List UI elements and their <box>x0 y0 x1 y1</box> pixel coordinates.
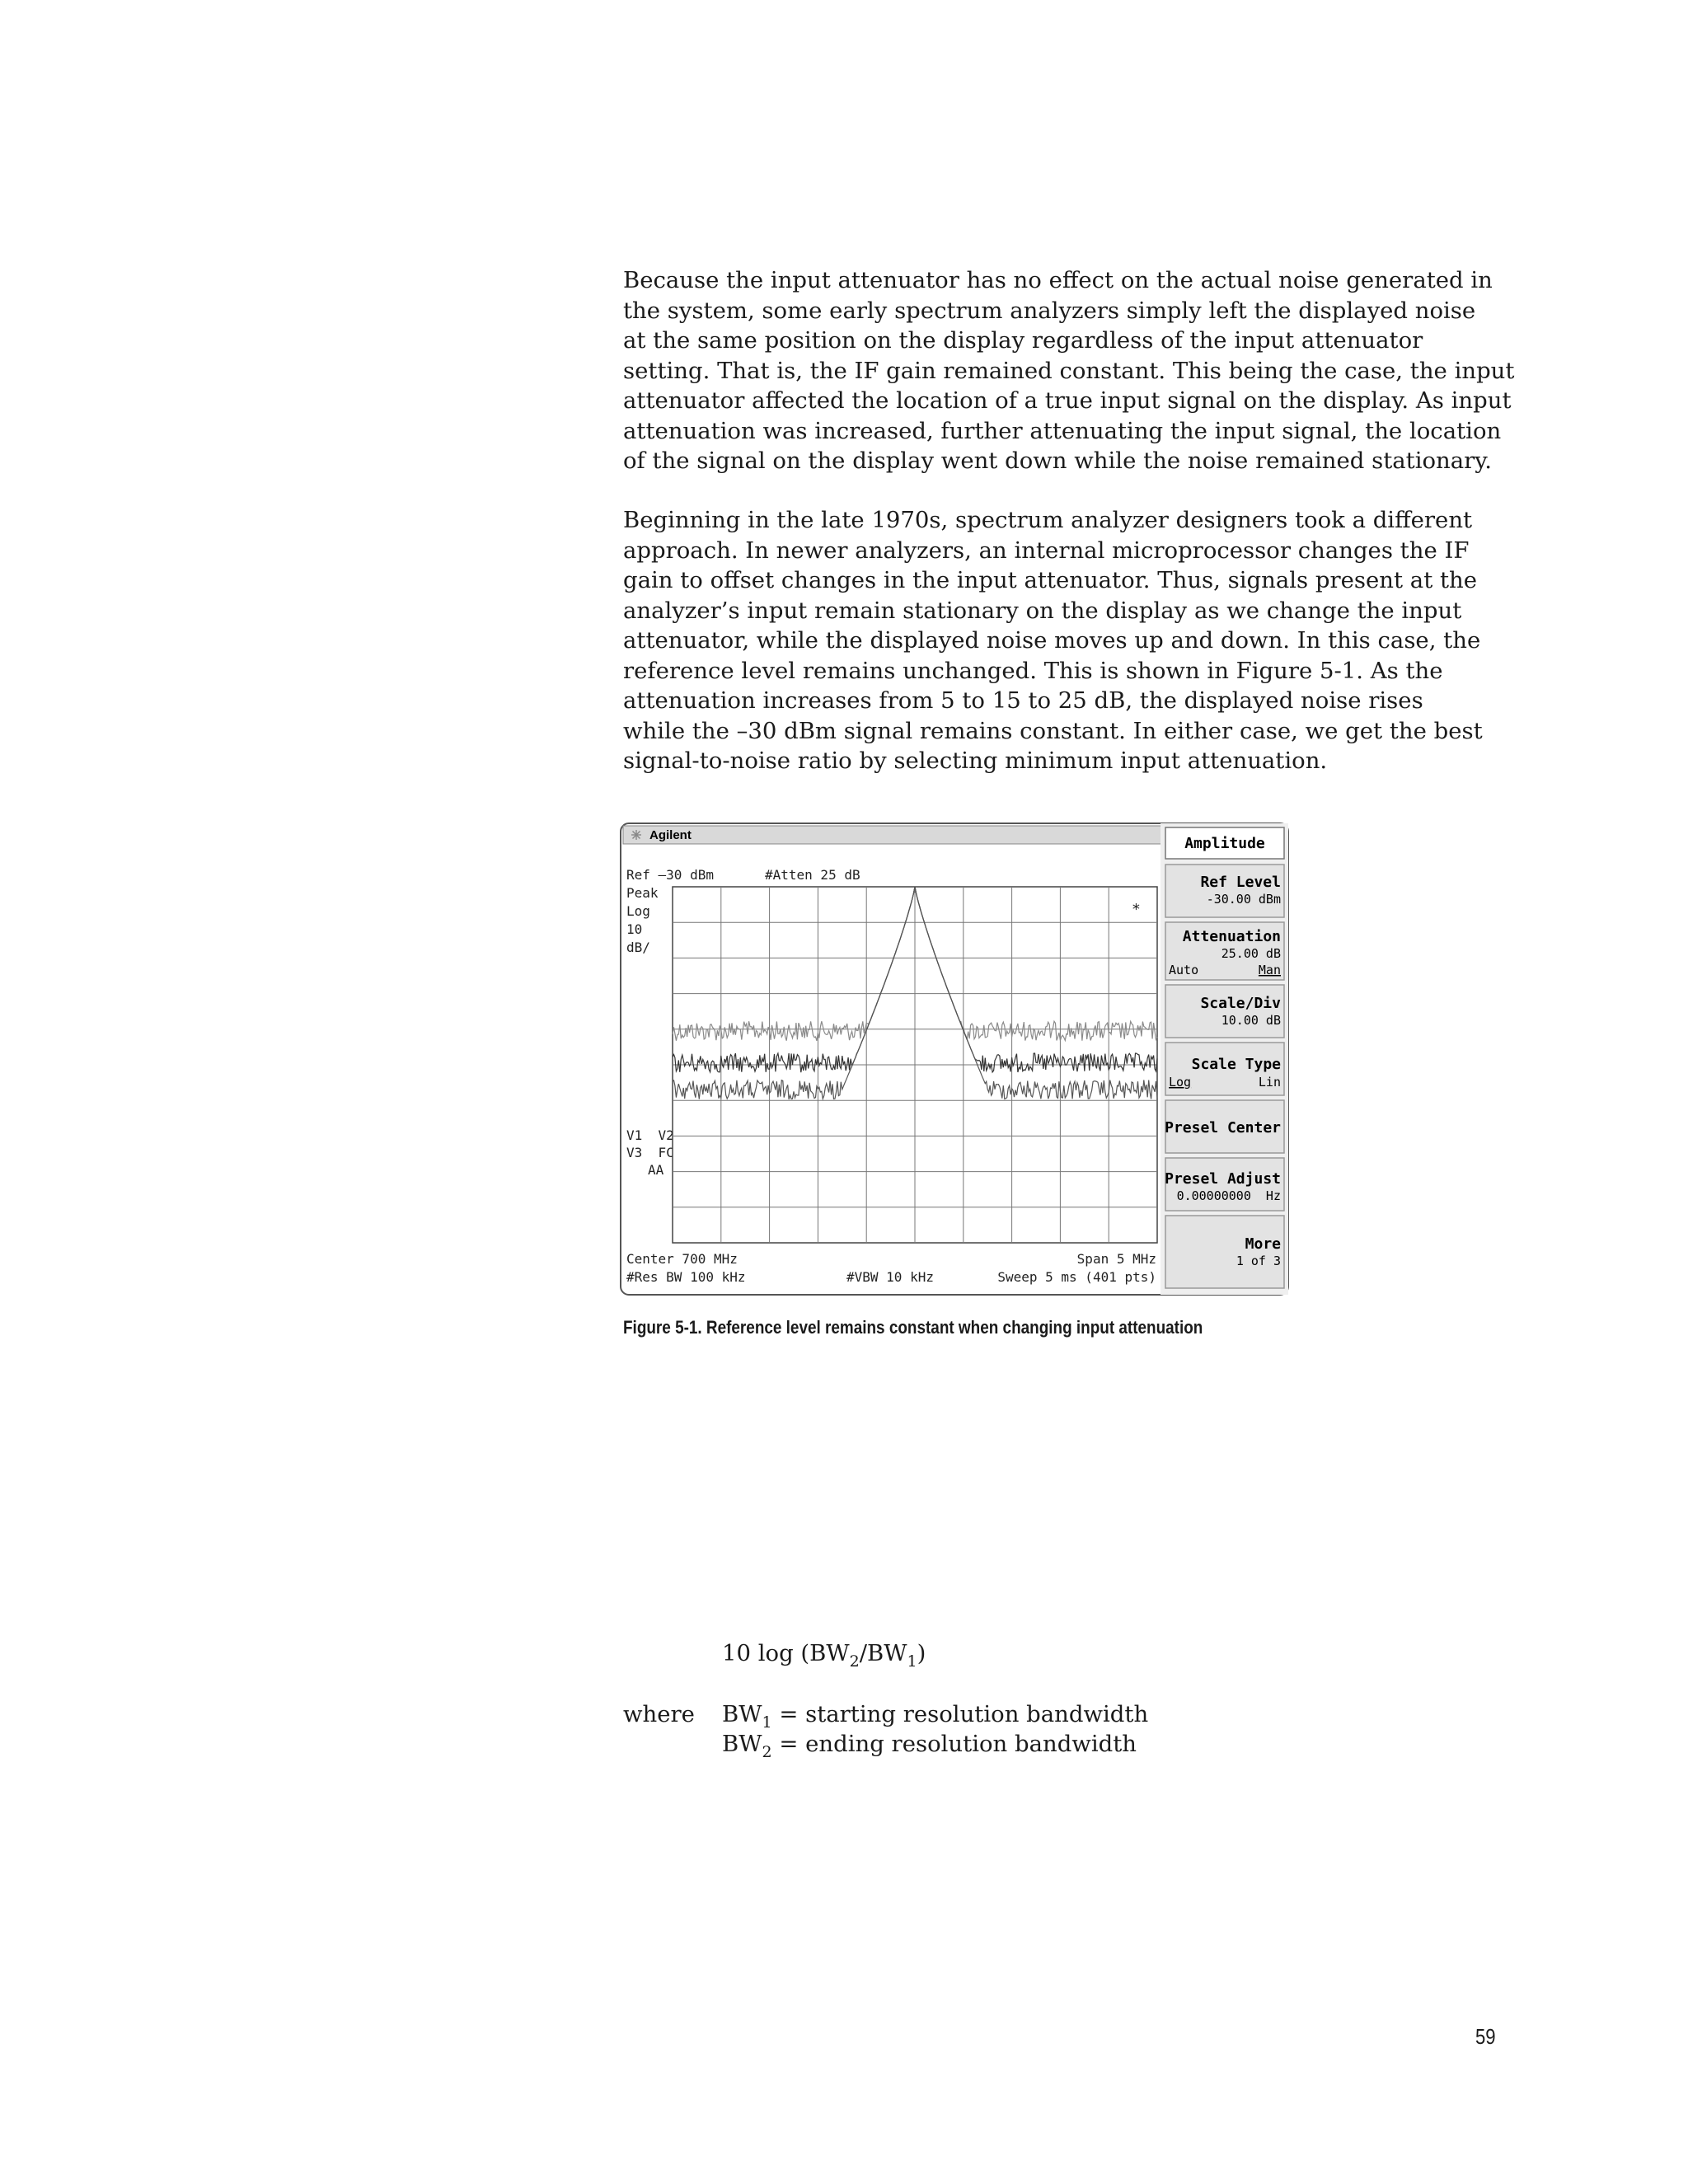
ref-level-readout: Ref –30 dBm <box>626 867 714 883</box>
softkey-option-auto: Auto <box>1169 963 1199 977</box>
menu-title: Amplitude <box>1184 835 1265 852</box>
text-line: at the same position on the display regardless of the input attenuator <box>623 327 1423 354</box>
softkey-presel-center[interactable] <box>1165 1100 1284 1153</box>
text-line: while the –30 dBm signal remains constant. In either case, we get the best <box>623 717 1483 744</box>
softkey-value: -30.00 dBm <box>1206 892 1281 907</box>
page-number: 59 <box>1475 2024 1496 2049</box>
formula-part: 10 log (BW <box>722 1640 850 1666</box>
attenuation-readout: #Atten 25 dB <box>765 867 860 883</box>
softkey-value: 25.00 dB <box>1221 946 1281 961</box>
definition-text: = ending resolution bandwidth <box>771 1731 1137 1757</box>
definition-bw1 <box>722 1701 1149 1732</box>
formula-subscript: 2 <box>849 1652 860 1671</box>
variable-subscript: 2 <box>762 1743 772 1761</box>
detector-label: Peak <box>626 885 659 901</box>
text-line: the system, some early spectrum analyzers simply left the displayed noise <box>623 297 1476 324</box>
trace-status-label: V1 V2 <box>626 1127 674 1143</box>
text-line: gain to offset changes in the input attenuator. Thus, signals present at the <box>623 567 1478 593</box>
softkey-value: 1 of 3 <box>1236 1254 1281 1268</box>
brand-label: Agilent <box>649 828 692 842</box>
agilent-logo-icon <box>631 830 641 840</box>
text-line: Because the input attenuator has no effect on the actual noise generated in <box>623 267 1493 293</box>
menu-title-key <box>1165 827 1284 859</box>
paragraph-1 <box>623 265 1515 476</box>
formula-subscript: 1 <box>907 1652 917 1671</box>
softkey-value: 0.00000000 Hz <box>1176 1188 1281 1203</box>
definition-text: = starting resolution bandwidth <box>771 1701 1149 1727</box>
softkey-label: Ref Level <box>1200 874 1281 891</box>
variable: BW <box>722 1731 762 1757</box>
coupling-label: AA <box>648 1162 664 1178</box>
softkey-ref-level[interactable] <box>1165 865 1284 917</box>
softkey-label: More <box>1245 1235 1281 1253</box>
softkey-scale-type[interactable] <box>1165 1043 1284 1095</box>
text-line: attenuation increases from 5 to 15 to 25 dB, the displayed noise rises <box>623 687 1423 714</box>
formula <box>722 1640 926 1671</box>
title-bar <box>623 826 1165 844</box>
text-line: signal-to-noise ratio by selecting minimum input attenuation. <box>623 748 1328 774</box>
softkey-presel-adjust[interactable] <box>1165 1158 1284 1211</box>
text-line: approach. In newer analyzers, an internal microprocessor changes the IF <box>623 537 1470 564</box>
variable: BW <box>722 1701 762 1727</box>
span-label: Span 5 MHz <box>1076 1251 1156 1267</box>
where-label: where <box>623 1701 695 1727</box>
resolution-bandwidth-label: #Res BW 100 kHz <box>626 1269 746 1285</box>
softkey-scale-div[interactable] <box>1165 985 1284 1038</box>
softkey-label: Presel Adjust <box>1165 1170 1281 1188</box>
figure-caption: Figure 5-1. Reference level remains constant when changing input attenuation <box>623 1317 1203 1338</box>
marker-asterisk: * <box>1132 901 1141 918</box>
text-line: attenuator affected the location of a true input signal on the display. As input <box>623 387 1512 414</box>
softkey-option-lin: Lin <box>1258 1075 1281 1090</box>
softkey-label: Scale Type <box>1191 1056 1281 1073</box>
text-line: attenuator, while the displayed noise moves up and down. In this case, the <box>623 627 1481 654</box>
softkey-option-man: Man <box>1258 963 1281 977</box>
text-line: setting. That is, the IF gain remained constant. This being the case, the input <box>623 357 1515 384</box>
scale-value-label: 10 <box>626 921 643 937</box>
softkey-more[interactable] <box>1165 1216 1284 1288</box>
softkey-label: Attenuation <box>1182 928 1281 945</box>
text-line: Beginning in the late 1970s, spectrum analyzer designers took a different <box>623 507 1473 533</box>
formula-part: ) <box>917 1640 926 1666</box>
text-line: of the signal on the display went down while the noise remained stationary. <box>623 448 1492 474</box>
text-line: attenuation was increased, further attenuating the input signal, the location <box>623 417 1502 444</box>
softkey-label: Presel Center <box>1165 1119 1281 1137</box>
scale-unit-label: dB/ <box>626 940 650 955</box>
center-frequency-label: Center 700 MHz <box>626 1251 738 1267</box>
scale-type-label: Log <box>626 903 650 919</box>
softkey-option-log: Log <box>1169 1075 1192 1090</box>
definition-bw2 <box>722 1731 1137 1761</box>
paragraph-2 <box>623 505 1497 776</box>
sweep-label: Sweep 5 ms (401 pts) <box>997 1269 1156 1285</box>
softkey-attenuation[interactable] <box>1165 922 1284 980</box>
trace-status-label: V3 FC <box>626 1145 674 1160</box>
text-line: analyzer’s input remain stationary on the display as we change the input <box>623 597 1462 624</box>
softkey-value: 10.00 dB <box>1221 1013 1281 1028</box>
formula-part: /BW <box>859 1640 907 1666</box>
variable-subscript: 1 <box>762 1713 772 1732</box>
text-line: reference level remains unchanged. This is shown in Figure 5-1. As the <box>623 657 1443 684</box>
spectrum-analyzer-figure <box>620 823 1289 1296</box>
softkey-label: Scale/Div <box>1200 995 1281 1012</box>
video-bandwidth-label: #VBW 10 kHz <box>846 1269 934 1285</box>
